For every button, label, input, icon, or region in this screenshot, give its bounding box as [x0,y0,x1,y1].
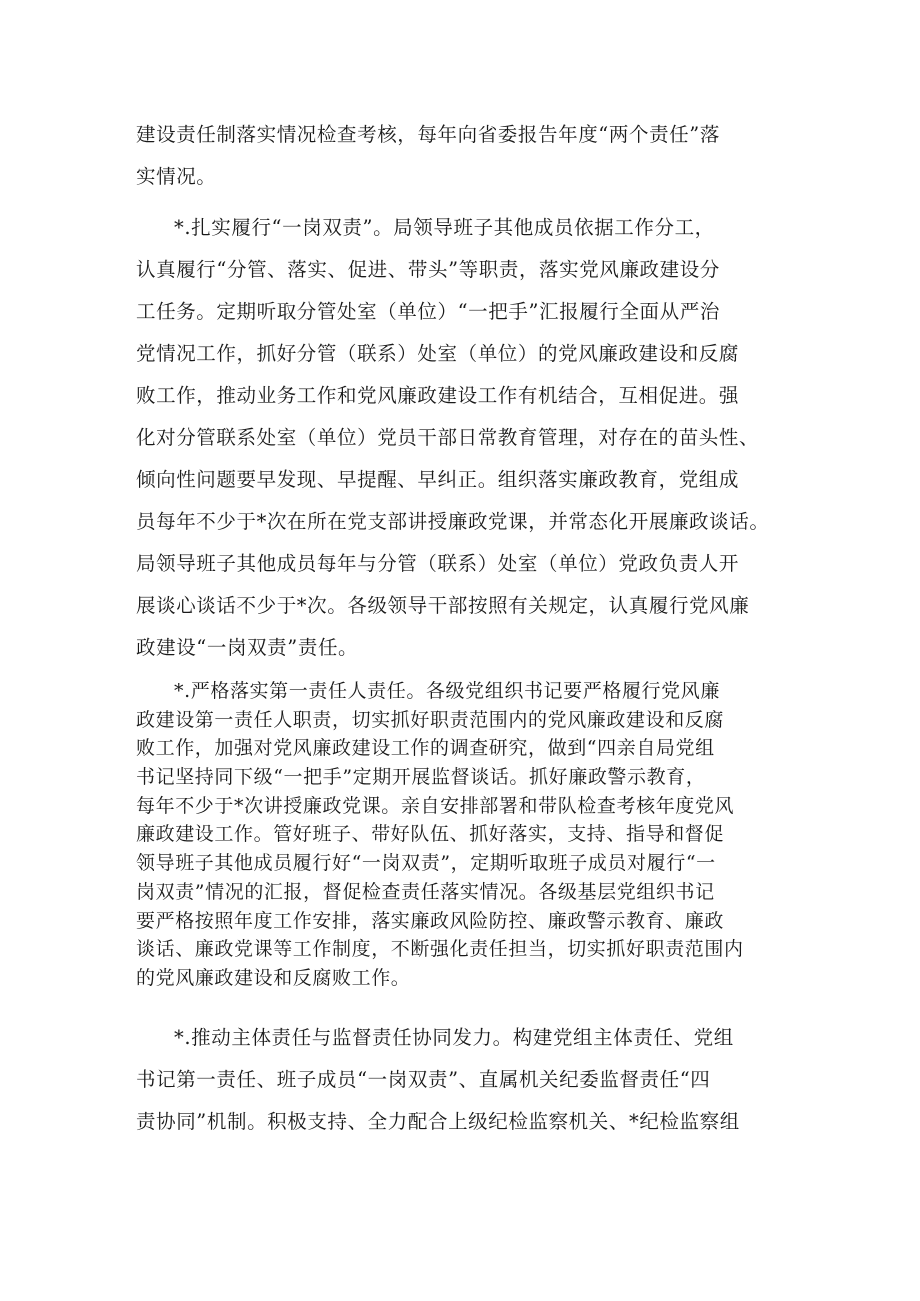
text-line: 的党风廉政建设和反腐败工作。 [136,966,411,989]
text-line: *.推动主体责任与监督责任协同发力。构建党组主体责任、党组 [174,1026,734,1049]
text-line: 败工作，加强对党风廉政建设工作的调查研究，做到“四亲自局党组 [136,737,715,760]
text-line: 展谈心谈话不少于*次。各级领导干部按照有关规定，认真履行党风廉 [136,594,750,617]
text-line: 局领导班子其他成员每年与分管（联系）处室（单位）党政负责人开 [136,552,740,575]
text-line: 责协同”机制。积极支持、全力配合上级纪检监察机关、*纪检监察组 [136,1110,740,1133]
paragraph-one-post-two-duties [136,207,791,669]
text-line: 领导班子其他成员履行好“一岗双责”，定期听取班子成员对履行“一 [136,852,716,875]
text-line: *.扎实履行“一岗双责”。局领导班子其他成员依据工作分工， [174,216,715,239]
paragraph-responsibility-report [136,114,791,198]
text-line: 实情况。 [136,165,217,188]
paragraph-first-responsible-person [136,677,791,993]
text-line: 建设责任制落实情况检查考核，每年向省委报告年度“两个责任”落 [136,123,720,146]
text-line: 败工作，推动业务工作和党风廉政建设工作有机结合，互相促进。强 [136,384,740,407]
text-line: 每年不少于*次讲授廉政党课。亲自安排部署和带队检查考核年度党风 [136,794,735,817]
text-line: 政建设第一责任人职责，切实抓好职责范围内的党风廉政建设和反腐 [136,708,725,731]
text-line: 员每年不少于*次在所在党支部讲授廉政党课，并常态化开展廉政谈话。 [136,510,770,533]
paragraph-coordinated-responsibility [136,1017,791,1143]
text-line: 认真履行“分管、落实、促进、带头”等职责，落实党风廉政建设分 [136,258,720,281]
text-line: 谈话、廉政党课等工作制度，不断强化责任担当，切实抓好职责范围内 [136,938,744,961]
text-line: 廉政建设工作。管好班子、带好队伍、抓好落实，支持、指导和督促 [136,823,725,846]
text-line: 要严格按照年度工作安排，落实廉政风险防控、廉政警示教育、廉政 [136,909,725,932]
text-line: 书记第一责任、班子成员“一岗双责”、直属机关纪委监督责任“四 [136,1068,711,1091]
text-line: 党情况工作，抓好分管（联系）处室（单位）的党风廉政建设和反腐 [136,342,740,365]
text-line: 岗双责”情况的汇报，督促检查责任落实情况。各级基层党组织书记 [136,880,715,903]
text-line: 工任务。定期听取分管处室（单位）“一把手”汇报履行全面从严治 [136,300,720,323]
text-line: 政建设“一岗双责”责任。 [136,636,359,659]
text-line: 倾向性问题要早发现、早提醒、早纠正。组织落实廉政教育，党组成 [136,468,740,491]
text-line: 化对分管联系处室（单位）党员干部日常教育管理，对存在的苗头性、 [136,426,760,449]
text-line: 书记坚持同下级“一把手”定期开展监督谈话。抓好廉政警示教育， [136,766,706,789]
text-line: *.严格落实第一责任人责任。各级党组织书记要严格履行党风廉 [174,680,720,702]
